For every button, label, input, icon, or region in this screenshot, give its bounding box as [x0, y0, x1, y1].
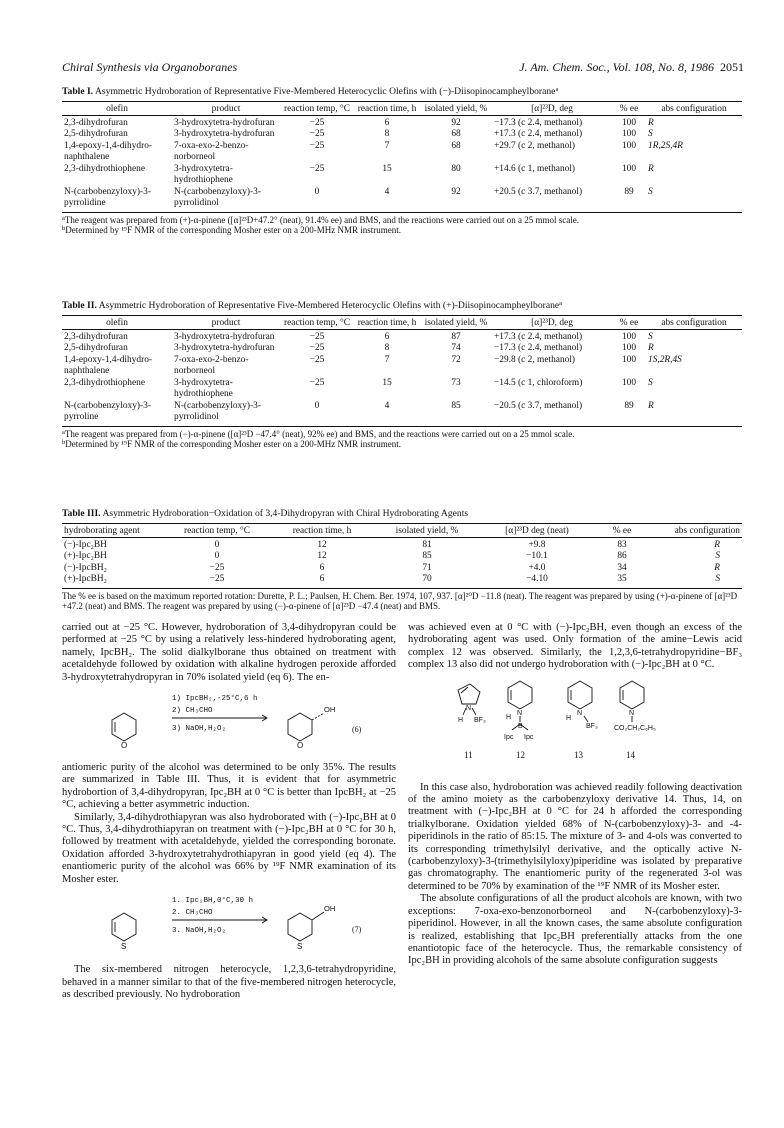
table-cell: 15: [382, 377, 392, 388]
table-cell: (−)-IpcBH₂: [64, 562, 107, 573]
table-cell: 6: [319, 562, 325, 573]
table-cell: S: [648, 377, 653, 388]
table-row: [62, 574, 742, 588]
table-row: [62, 164, 742, 187]
table-cell: 92: [420, 187, 492, 213]
table-cell: 2,3-dihydrothiophene: [64, 377, 145, 388]
table-cell: 3-hydroxytetra-hydrofuran: [174, 343, 275, 353]
running-head: [62, 60, 744, 76]
table-cell: 68: [451, 140, 461, 151]
table-cell: 0: [214, 551, 220, 561]
table-cell: −17.3 (c 2.4, methanol): [494, 117, 583, 128]
table-cell: 85: [422, 551, 432, 561]
table-cell: −10.1: [526, 551, 548, 561]
table-1: [62, 86, 742, 236]
tetrahydropyranol-ring: [288, 713, 324, 741]
table-cell: 4: [354, 401, 420, 427]
ring-sulfur-2: S: [297, 942, 303, 952]
right-paragraph-2: In this case also, hydroboration was achieved readily following deactivation of the amino moiety as the carbobenzyloxy derivative 14. Thus, 14, on treatment with (−)-Ipc₂BH at 0 °C for 24 h afforded the corresponding trialkylborane. Oxidation yielded 68% of N-(carbobenzyloxy)-3- and -4-piperidinols in the ratio of 85:15. The mixture of 3- and 4-ols was converted to its corresponding trimethylsilyl derivative, and the optically active N-(carbobenzyloxy)-3-(trimethylsilyloxy)piperidine was isolated by preparative gas chromatography. The enantiomeric purity of the regenerated 3-ol was determined to be 70% by examination of the ¹⁹F NMR of its Mosher ester.: [408, 781, 742, 892]
table-cell: +29.7 (c 2, methanol): [494, 140, 576, 151]
table-cell: +17.3 (c 2.4, methanol): [494, 331, 583, 342]
table-cell: 4: [354, 187, 420, 213]
table-1-header: product: [172, 101, 280, 115]
table-cell: 35: [592, 574, 652, 588]
table-2-header: isolated yield, %: [420, 315, 492, 329]
h-atom-12: H: [506, 713, 512, 721]
ring-oxygen-2: O: [297, 741, 304, 751]
table-cell: 80: [451, 163, 461, 174]
table-cell: 70: [372, 574, 482, 588]
table-cell: 3-hydroxytetra-hydrothiophene: [174, 377, 233, 399]
table-cell: S: [648, 129, 653, 139]
ipc-12-b: Ipc: [524, 733, 534, 741]
table-1-header-row: [62, 101, 742, 115]
ring-oxygen-1: O: [121, 741, 128, 751]
equation-7: [62, 890, 396, 960]
table-cell: R: [714, 539, 720, 550]
eq6-step-2: 2) CH₃CHO: [172, 707, 213, 716]
table-cell: 73: [451, 377, 461, 388]
left-column: [62, 622, 396, 1001]
table-2-label: Table II.: [62, 300, 97, 311]
left-paragraph-2: antiomeric purity of the alcohol was determined to be only 35%. The results are summarized in Table III. Thus, it is evident that for asymmetric hydrobortion of 3,4-dihydropyran, Ipc₂BH at 0 °C is better than IpcBH₂ at −25 °C, achieving a better asymmetric induction.: [62, 762, 396, 811]
table-cell: 100: [621, 140, 637, 151]
eq7-step-1: 1. Ipc₂BH,0°C,30 h: [172, 897, 254, 906]
hydroxyl-label: OH: [324, 904, 336, 914]
table-cell: 2,3-dihydrofuran: [64, 117, 128, 128]
table-cell: 8: [384, 129, 390, 139]
table-cell: 34: [617, 562, 627, 573]
table-cell: +14.6 (c 1, methanol): [494, 163, 576, 174]
table-3-header: reaction time, h: [272, 523, 372, 537]
ring-sulfur-1: S: [121, 942, 127, 952]
table-3-title: Asymmetric Hydroboration−Oxidation of 3,4-Dihydropyran with Chiral Hydroborating Agents: [102, 508, 469, 519]
table-1-caption: Table I. Asymmetric Hydroboration of Representative Five-Membered Heterocyclic Olefins with (−)-Diisopinocampheylborane$^a$: [62, 86, 559, 97]
table-3-header: [α]²³D deg (neat): [482, 523, 592, 537]
table-cell: 74: [451, 343, 461, 353]
table-cell: 72: [451, 354, 461, 365]
table-1-header: olefin: [62, 101, 172, 115]
table-cell: N-(carbobenzyloxy)-3-pyrrolidinol: [172, 401, 280, 427]
compound-structures: [408, 672, 742, 782]
table-cell: R: [648, 117, 654, 128]
compound-label-11: 11: [464, 749, 473, 760]
table-3-header: abs configuration: [652, 523, 742, 537]
table-3-header: isolated yield, %: [372, 523, 482, 537]
table-cell: 6: [384, 331, 390, 342]
table-cell: S: [646, 187, 742, 213]
table-1-label: Table I.: [62, 86, 94, 97]
table-2-header: % ee: [612, 315, 646, 329]
eq7-step-2: 2. CH₃CHO: [172, 909, 213, 918]
table-cell: 3-hydroxytetra-hydrothiophene: [174, 163, 233, 185]
table-cell: 2,5-dihydrofuran: [64, 129, 128, 139]
table-row: [62, 141, 742, 164]
table-2-header: [α]²³D, deg: [492, 315, 612, 329]
table-cell: 100: [621, 377, 637, 388]
table-cell: 7: [384, 140, 390, 151]
table-cell: +4.0: [528, 562, 546, 573]
table-1-header: isolated yield, %: [420, 101, 492, 115]
h-atom-13: H: [566, 714, 572, 722]
table-1-header: [α]²³D, deg: [492, 101, 612, 115]
left-paragraph-1: carried out at −25 °C. However, hydroboration of 3,4-dihydropyran could be performed at −25 °C by using a relatively less-hindered hydroborating agent, namely, IpcBH₂. The solid dialkylborane thus obtained on treatment with acetaldehyde followed by oxidation with alkaline hydrogen peroxide afforded 3-hydroxytetrahydropyran in 70% isolated yield (eq 6). The en-: [62, 622, 396, 683]
table-cell: 83: [617, 539, 627, 550]
table-cell: (−)-Ipc₂BH: [64, 539, 107, 550]
right-paragraph-1: was achieved even at 0 °C with (−)-Ipc₂BH, even though an excess of the hydroborating agent was used. Only formation of the amine−Lewis acid complex 12 was observed. Similarly, the 1,2,3,6-tetrahydropyridine−BF₃ complex 13 also did not undergo hydroboration with (−)-Ipc₂BH at 0 °C.: [408, 622, 742, 671]
table-row: [62, 129, 742, 141]
table-2-header: abs configuration: [646, 315, 742, 329]
equation-7-scheme: [62, 890, 396, 960]
table-row: [62, 329, 742, 343]
n-atom-14: N: [629, 709, 635, 717]
table-2-header: reaction temp, °C: [280, 315, 354, 329]
table-cell: 2,5-dihydrofuran: [64, 343, 128, 353]
table-cell: (+)-Ipc₂BH: [64, 551, 107, 561]
table-cell: −25: [309, 343, 325, 353]
table-cell: +9.8: [528, 539, 546, 550]
table-2-caption: Table II. Asymmetric Hydroboration of Representative Five-Membered Heterocyclic Olefins with (+)-Diisopinocampheylborane$^a$: [62, 300, 563, 311]
table-row: [62, 187, 742, 213]
table-2-footnote-a: The reagent was prepared from (−)-α-pinene ([α]²³D −47.4° (neat), 92% ee) and BMS, and the reactions were carried out on a 25 mmol scale.: [64, 428, 575, 439]
table-2-footnotes: $^a$The reagent was prepared from (−)-α-pinene ([α]²³D −47.4° (neat), 92% ee) and BMS, and the reactions were carried out on a 25 mmol scale. $^b$Determined by ¹⁹F NMR of the corresponding Mosher ester on a 200-MHz NMR instrument.: [62, 428, 575, 449]
table-cell: −25: [309, 163, 325, 174]
table-2-header-row: [62, 315, 742, 329]
table-cell: 1,4-epoxy-1,4-dihydro-naphthalene: [64, 140, 153, 162]
ipc-12-a: Ipc: [504, 733, 514, 741]
table-cell: 81: [422, 539, 432, 550]
table-row: [62, 563, 742, 575]
compound-structures-drawing: [408, 672, 742, 782]
equation-number-6: (6): [352, 725, 362, 735]
eq6-step-1: 1) IpcBH₂,-25°C,6 h: [172, 695, 258, 704]
table-cell: −25: [309, 140, 325, 151]
table-3-footnote: The % ee is based on the maximum reported rotation: Durette, P. L.; Paulsen, H. Chem. Ber. 1974, 107, 937. [α]²⁰D −11.8 (neat). The reagent was prepared by using (+)-α-pinene of [α]²³D +47.2 (neat) and BMS. The reagent was prepared by using (−)-α-pinene of [α]²³D −47.4 (neat) and BMS.: [62, 590, 738, 611]
right-paragraph-3: The absolute configurations of all the product alcohols are known, with two exceptions: 7-oxa-exo-benzonorborneol and N-(carbobenzyloxy)-3-piperidinol. However, in all the known cases, the same absolute configuration is realized, establishing that Ipc₂BH preferentially attacks from the one enantiotopic face of the heterocycle. Thus, the remarkable consistency of Ipc₂BH in providing alcohols of the same absolute configuration suggests: [408, 893, 742, 967]
table-1-header: reaction temp, °C: [280, 101, 354, 115]
equation-6-scheme: [62, 688, 396, 758]
n-atom-11: N: [466, 704, 472, 712]
table-cell: 100: [621, 129, 637, 139]
table-1-header: reaction time, h: [354, 101, 420, 115]
table-cell: 1,4-epoxy-1,4-dihydro-naphthalene: [64, 354, 153, 376]
table-cell: 100: [621, 331, 637, 342]
table-cell: 3-hydroxytetra-hydrofuran: [174, 129, 275, 139]
table-1-footnote-a: The reagent was prepared from (+)-α-pinene ([α]²³D+47.2° (neat), 91.4% ee) and BMS, and the reactions were carried out on a 25 mmol scale.: [64, 214, 580, 225]
table-cell: S: [715, 551, 720, 561]
table-row: [62, 551, 742, 563]
dihydropyran-ring: [112, 713, 136, 741]
h-atom-11: H: [458, 716, 464, 724]
table-cell: R: [648, 163, 654, 174]
table-cell: −25: [309, 377, 325, 388]
bf3-11: BF₃: [474, 716, 486, 724]
table-cell: 0: [280, 187, 354, 213]
table-cell: −25: [309, 354, 325, 365]
left-paragraph-4: The six-membered nitrogen heterocycle, 1,2,3,6-tetrahydropyridine, behaved in a manner similar to that of the five-membered nitrogen heterocycle, as described previously. No hydroboration: [62, 964, 396, 1000]
table-cell: 7-oxa-exo-2-benzo-norborneol: [174, 354, 249, 376]
table-3-grid: [62, 523, 742, 589]
table-3-header: % ee: [592, 523, 652, 537]
table-cell: 12: [317, 551, 327, 561]
table-cell: 89: [612, 187, 646, 213]
table-cell: −25: [309, 129, 325, 139]
table-cell: 68: [451, 129, 461, 139]
eq6-step-3: 3) NaOH,H₂O₂: [172, 725, 227, 734]
table-cell: −29.8 (c 2, methanol): [494, 354, 576, 365]
table-cell: 1R,2S,4R: [648, 140, 683, 151]
table-1-footnotes: $^a$The reagent was prepared from (+)-α-pinene ([α]²³D+47.2° (neat), 91.4% ee) and BMS, and the reactions were carried out on a 25 mmol scale. $^b$Determined by ¹⁹F NMR of the corresponding Mosher ester on a 200-MHz NMR instrument.: [62, 214, 580, 235]
table-cell: R: [714, 562, 720, 573]
table-cell: 7-oxa-exo-2-benzo-norborneol: [174, 140, 249, 162]
table-cell: 100: [621, 354, 637, 365]
table-cell: 12: [317, 539, 327, 550]
table-1-title: Asymmetric Hydroboration of Representative Five-Membered Heterocyclic Olefins with (−)-Diisopinocampheylborane: [94, 86, 556, 97]
table-cell: S: [648, 331, 653, 342]
table-cell: −20.5 (c 3.7, methanol): [492, 401, 612, 427]
table-cell: −25: [309, 331, 325, 342]
table-cell: −14.5 (c 1, chloroform): [494, 377, 583, 388]
table-row: [62, 378, 742, 401]
table-1-header: % ee: [612, 101, 646, 115]
journal-citation: J. Am. Chem. Soc., Vol. 108, No. 8, 1986: [519, 60, 714, 74]
n-atom-13: N: [577, 709, 583, 717]
equation-6: [62, 688, 396, 758]
table-cell: 0: [214, 539, 220, 550]
table-cell: 71: [422, 562, 432, 573]
table-3-label: Table III.: [62, 508, 101, 519]
table-cell: 100: [621, 343, 637, 353]
table-cell: 7: [384, 354, 390, 365]
table-cell: 1S,2R,4S: [648, 354, 682, 365]
b-atom-12: B: [518, 722, 523, 730]
equation-number-7: (7): [352, 925, 362, 935]
hydroxyl-label: OH: [324, 705, 336, 715]
table-cell: 6: [384, 117, 390, 128]
table-cell: 89: [612, 401, 646, 427]
table-3-header-row: [62, 523, 742, 537]
table-row: [62, 537, 742, 551]
table-cell: N-(carbobenzyloxy)-3-pyrroline: [62, 401, 172, 427]
table-row: [62, 401, 742, 427]
table-cell: N-(carbobenzyloxy)-3-pyrrolidine: [62, 187, 172, 213]
n-atom-12: N: [517, 709, 523, 717]
table-cell: +17.3 (c 2.4, methanol): [494, 129, 583, 139]
table-cell: S: [652, 574, 742, 588]
left-paragraph-3: Similarly, 3,4-dihydrothiapyran was also hydroborated with (−)-Ipc₂BH at 0 °C. Thus, 3,4-dihydrothiapyran on treatment with (−)-Ipc₂BH at 0 °C for 30 h, followed by treatment with acetaldehyde, yielded the corresponding boronate. Oxidation afforded 3-hydroxytetrahydrothiapyran in good yield (eq 4). The enantiomeric purity of the alcohol was 66% by ¹⁹F NMR examination of its Mosher ester.: [62, 811, 396, 885]
cbz-group: CO₂CH₂C₆H₅: [614, 724, 656, 732]
table-2: [62, 300, 742, 450]
table-cell: 6: [272, 574, 372, 588]
right-column: [408, 622, 742, 968]
table-3-header: reaction temp, °C: [162, 523, 272, 537]
table-cell: 15: [382, 163, 392, 174]
table-cell: −25: [162, 574, 272, 588]
table-2-header: product: [172, 315, 280, 329]
table-cell: 100: [621, 117, 637, 128]
table-2-header: reaction time, h: [354, 315, 420, 329]
table-cell: −25: [309, 117, 325, 128]
table-2-footnote-b: Determined by ¹⁹F NMR of the corresponding Mosher ester on a 200-MHz NMR instrument.: [65, 439, 402, 449]
table-cell: 92: [451, 117, 461, 128]
table-row: [62, 115, 742, 129]
thiapyranol-ring: [288, 912, 324, 941]
table-1-footnote-b: Determined by ¹⁹F NMR of the corresponding Mosher ester on a 200-MHz NMR instrument.: [65, 225, 402, 235]
table-cell: R: [648, 343, 654, 353]
table-cell: −17.3 (c 2.4, methanol): [494, 343, 583, 353]
table-2-title: Asymmetric Hydroboration of Representative Five-Membered Heterocyclic Olefins with (+)-Diisopinocampheylborane: [98, 300, 560, 311]
table-cell: 85: [420, 401, 492, 427]
dihydrothiapyran-ring: [112, 913, 136, 941]
compound-label-12: 12: [516, 749, 525, 760]
page-number: 2051: [720, 60, 744, 74]
table-cell: +20.5 (c 3.7, methanol): [492, 187, 612, 213]
table-cell: −25: [209, 562, 225, 573]
table-1-header: abs configuration: [646, 101, 742, 115]
compound-label-14: 14: [626, 749, 635, 760]
table-cell: N-(carbobenzyloxy)-3-pyrrolidinol: [172, 187, 280, 213]
table-3-caption: [62, 508, 742, 520]
table-2-header: olefin: [62, 315, 172, 329]
eq7-step-3: 3. NaOH,H₂O₂: [172, 927, 227, 936]
table-2-grid: [62, 315, 742, 427]
table-cell: 0: [280, 401, 354, 427]
running-head-citation: [519, 60, 744, 75]
bf3-13: BF₃: [586, 722, 598, 730]
table-cell: 87: [451, 331, 461, 342]
compound-label-13: 13: [574, 749, 583, 760]
table-1-grid: [62, 101, 742, 213]
table-row: [62, 343, 742, 355]
table-cell: 100: [621, 163, 637, 174]
running-head-title: Chiral Synthesis via Organoboranes: [62, 60, 238, 74]
table-3: [62, 508, 742, 612]
table-cell: 3-hydroxytetra-hydrofuran: [174, 331, 275, 342]
table-cell: 2,3-dihydrofuran: [64, 331, 128, 342]
table-3-header: hydroborating agent: [62, 523, 162, 537]
table-cell: −4.10: [482, 574, 592, 588]
table-row: [62, 355, 742, 378]
table-cell: 2,3-dihydrothiophene: [64, 163, 145, 174]
table-cell: R: [646, 401, 742, 427]
table-cell: (+)-IpcBH₂: [62, 574, 162, 588]
table-cell: 86: [617, 551, 627, 561]
table-cell: 3-hydroxytetra-hydrofuran: [174, 117, 275, 128]
table-cell: 8: [384, 343, 390, 353]
